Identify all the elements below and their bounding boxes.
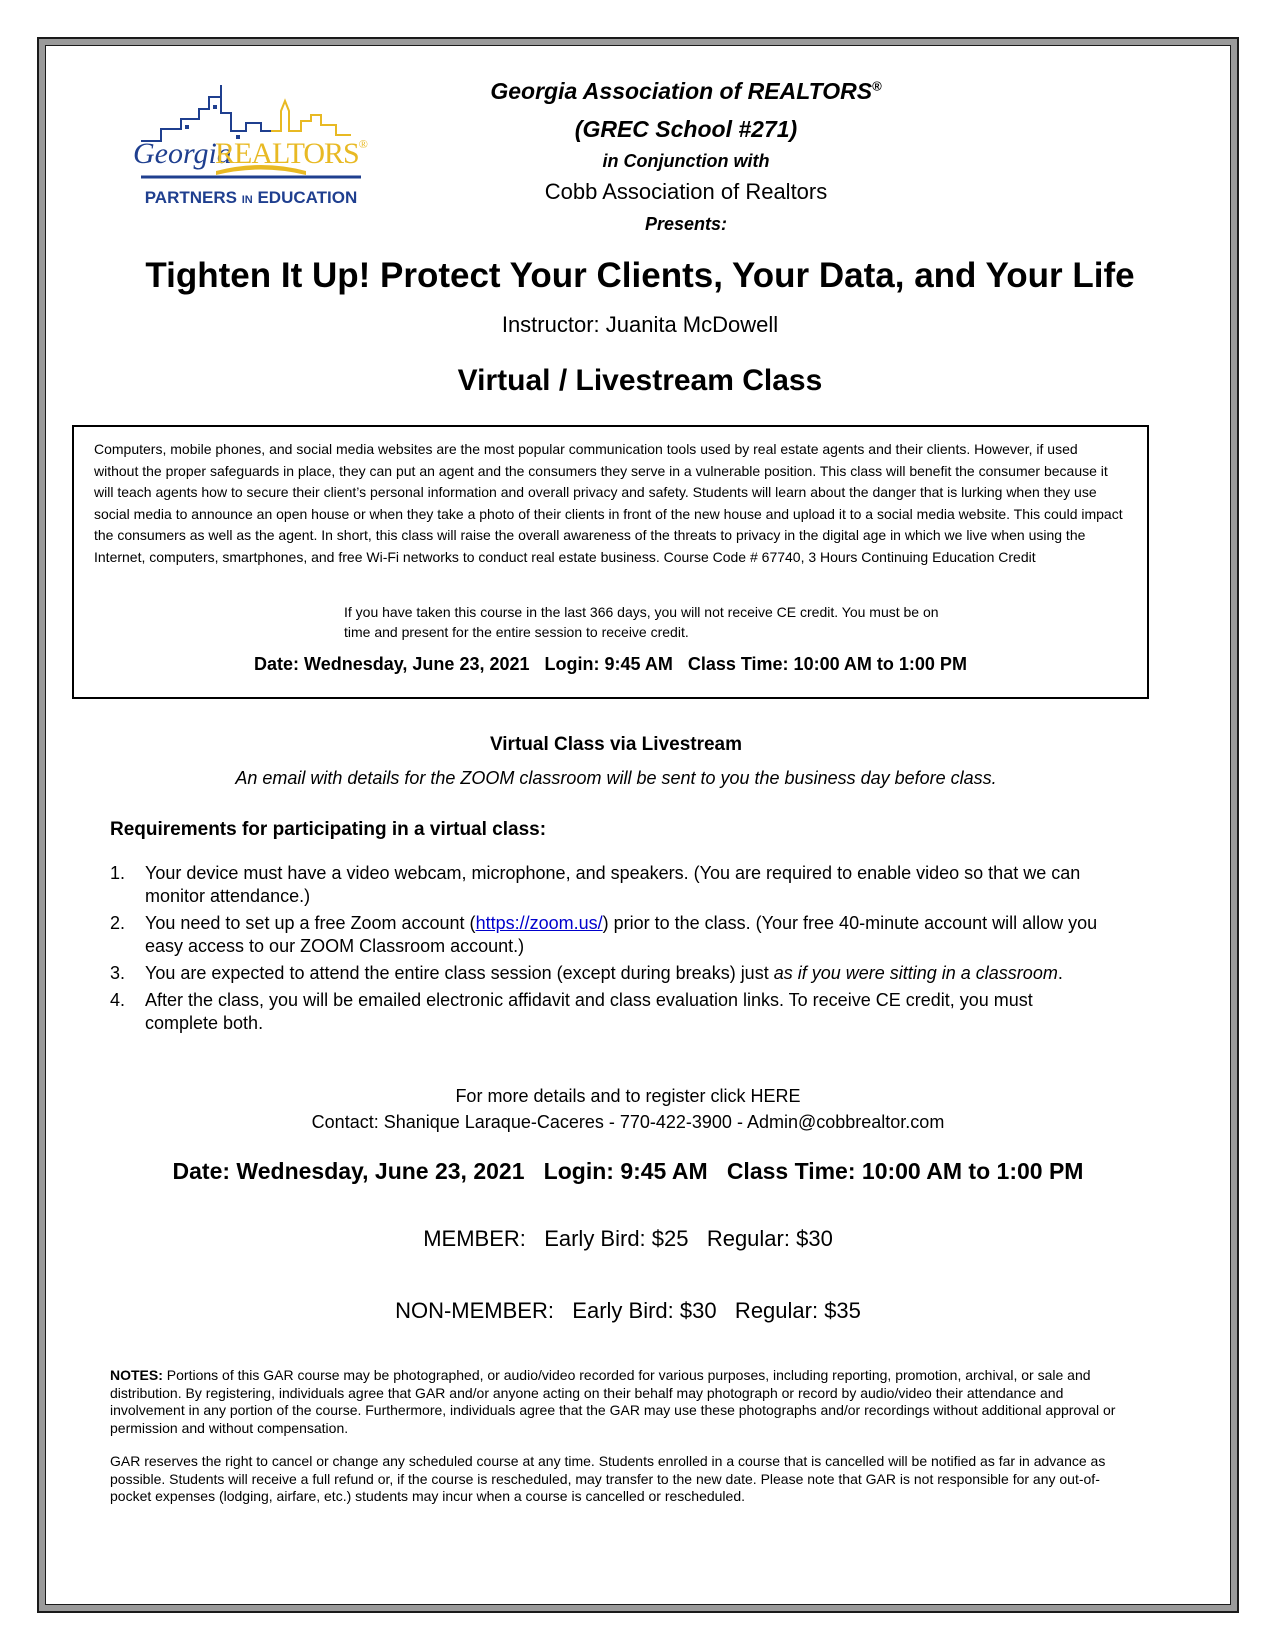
list-item-text: After the class, you will be emailed electronic affidavit and class evaluation links. To receive CE credit, you must complete both.: [145, 990, 1033, 1033]
header-conjunction: in Conjunction with: [602, 151, 770, 171]
list-item-text: Your device must have a video webcam, microphone, and speakers. (You are required to enable video so that we can monitor attendance.): [145, 863, 1081, 906]
header-org: [466, 78, 906, 105]
requirements-heading: Requirements for participating in a virtual class:: [110, 819, 547, 840]
description-date-line: Date: Wednesday, June 23, 2021 Login: 9:45 AM Class Time: 10:00 AM to 1:00 PM: [254, 654, 967, 674]
page-frame-outer: [37, 37, 1239, 1613]
list-item: [110, 862, 1110, 908]
contact-line: Contact: Shanique Laraque-Caceres - 770-422-3900 - Admin@cobbrealtor.com: [311, 1112, 945, 1132]
list-item-text-post: .: [1057, 963, 1063, 983]
instructor-line: Instructor: Juanita McDowell: [501, 312, 779, 337]
description-body: Computers, mobile phones, and social media websites are the most popular communication tools used by real estate agents and their clients. However, if used without the proper safeguards in place, they can put an agent and the consumers they serve in a vulnerable position. This class will benefit the consumer because it will teach agents how to secure their client’s personal information and overall privacy and safety. Students will learn about the danger that is lurking when they use social media to announce an open house or when they take a photo of their clients in front of the new house and upload it to a social media website. This could impact the consumers as well as the agent. In short, this class will raise the overall awareness of the threats to privacy in the digital age in which we live when using the Internet, computers, smartphones, and free Wi-Fi networks to conduct real estate business. Course Code # 67740, 3 Hours Continuing Education Credit: [94, 441, 1123, 565]
notes-text: Portions of this GAR course may be photographed, or audio/video recorded for various purposes, including reporting, promotion, archival, or sale and distribution. By registering, individuals agree that GAR and/or anyone acting on their behalf may photograph or record by audio/video their attendance and involvement in any portion of the course. Furthermore, individuals agree that the GAR may use these photographs and/or recordings without additional approval or permission and without compensation.: [110, 1367, 1116, 1436]
notes-paragraph: [110, 1367, 1120, 1437]
logo-registered-mark: ®: [358, 137, 367, 151]
member-pricing: MEMBER: Early Bird: $25 Regular: $30: [423, 1226, 833, 1251]
list-item-text-pre: You need to set up a free Zoom account (: [145, 913, 476, 933]
logo-realtors-word: [215, 137, 367, 171]
header-org-mark: ®: [872, 78, 882, 94]
logo-tagline-in: IN: [241, 194, 253, 206]
description-box: [72, 425, 1149, 699]
header-partner: Cobb Association of Realtors: [544, 179, 828, 204]
georgia-realtors-logo: [121, 71, 381, 221]
nonmember-pricing: NON-MEMBER: Early Bird: $30 Regular: $35: [395, 1298, 861, 1323]
header-presents: Presents:: [644, 214, 728, 234]
list-item: [110, 989, 1110, 1035]
list-item-text-post: ) prior to the class. (Your free 40-minute account will allow you easy access to our ZOOM Classroom account.): [145, 913, 1098, 956]
list-item-text-italic: as if you were sitting in a classroom: [773, 963, 1058, 983]
list-item-number: 1.: [110, 863, 126, 883]
logo-tagline-partners: PARTNERS: [144, 188, 237, 207]
logo-tagline-education: EDUCATION: [257, 188, 358, 207]
logo-tagline: [121, 188, 381, 208]
virtual-class-heading: Virtual Class via Livestream: [489, 734, 743, 755]
logo-georgia-script: Georgia: [133, 137, 232, 170]
email-note: An email with details for the ZOOM classroom will be sent to you the business day before class.: [235, 768, 997, 788]
date-line: Date: Wednesday, June 23, 2021 Login: 9:45 AM Class Time: 10:00 AM to 1:00 PM: [172, 1158, 1084, 1184]
register-link-line[interactable]: For more details and to register click HERE: [455, 1086, 801, 1106]
list-item-text-pre: You are expected to attend the entire class session (except during breaks) just: [145, 963, 774, 983]
list-item: [110, 962, 1110, 985]
credit-note: If you have taken this course in the last 366 days, you will not receive CE credit. You must be on time and present for the entire session to receive credit.: [344, 604, 939, 640]
header-org-text: Georgia Association of REALTORS: [490, 78, 873, 104]
requirements-list: [110, 862, 1110, 1039]
course-title: Tighten It Up! Protect Your Clients, Your Data, and Your Life: [145, 256, 1135, 295]
zoom-link[interactable]: https://zoom.us/: [475, 913, 603, 933]
class-type-heading: Virtual / Livestream Class: [457, 364, 823, 397]
page-frame-inner: [45, 45, 1231, 1605]
header-school: (GREC School #271): [574, 116, 798, 142]
list-item-number: 4.: [110, 990, 126, 1010]
list-item-number: 2.: [110, 913, 126, 933]
list-item-number: 3.: [110, 963, 126, 983]
notes-label: NOTES:: [110, 1367, 163, 1383]
logo-realtors-caps: REALTORS: [215, 137, 359, 170]
cancellation-paragraph: GAR reserves the right to cancel or change any scheduled course at any time. Students enrolled in a course that is cancelled will be notified as far in advance as possible. Students will receive a full refund or, if the course is rescheduled, may transfer to the new date. Please note that GAR is not responsible for any out-of-pocket expenses (lodging, airfare, etc.) students may incur when a course is cancelled or rescheduled.: [110, 1453, 1106, 1505]
list-item: [110, 912, 1110, 958]
